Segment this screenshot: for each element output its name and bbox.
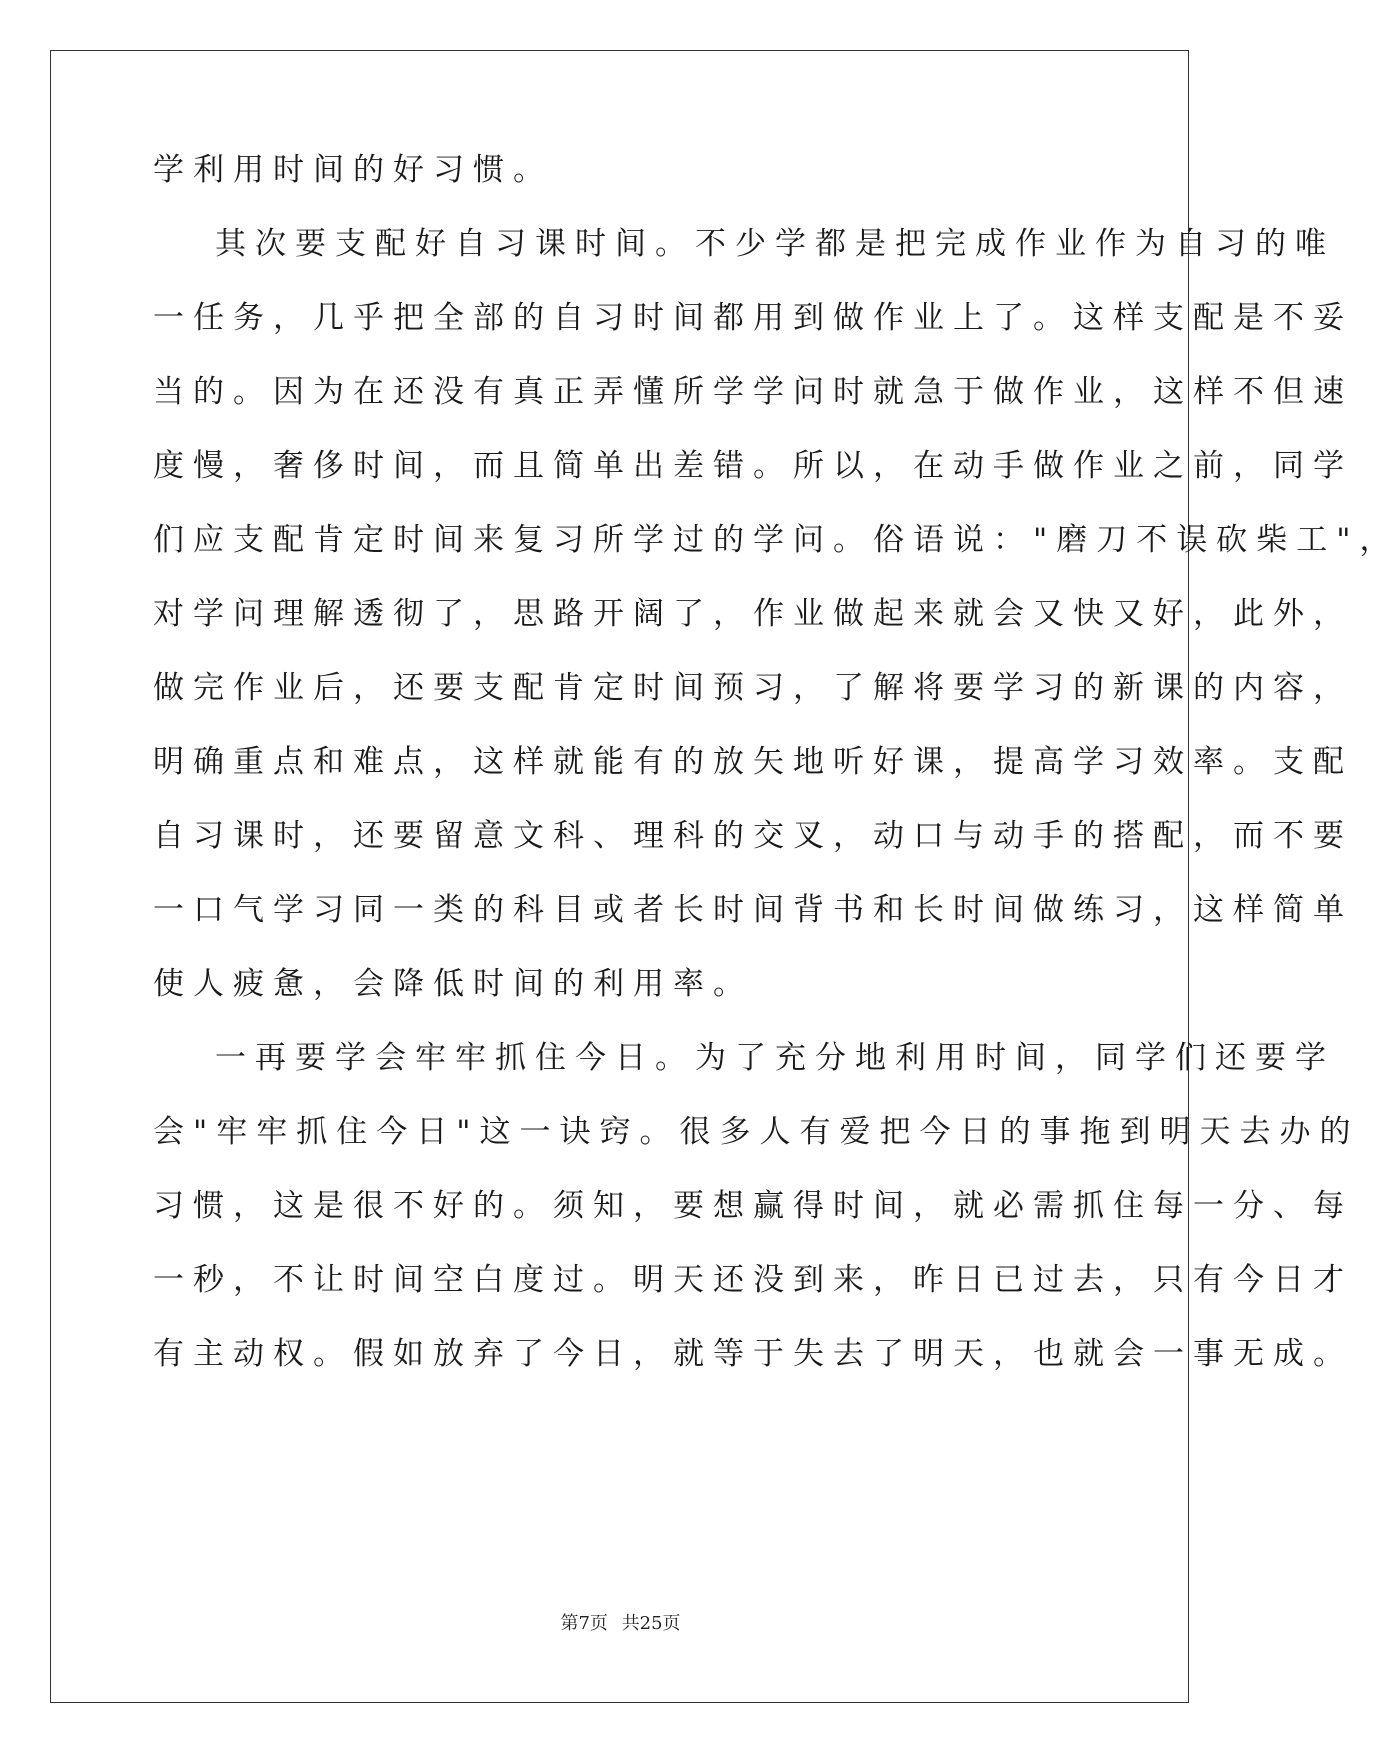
- text-line: 使人疲惫，会降低时间的利用率。: [153, 966, 753, 1002]
- paragraph-start-line: 一再要学会牢牢抓住今日。为了充分地利用时间，同学们还要学: [215, 1040, 1335, 1076]
- text-line: 做完作业后，还要支配肯定时间预习，了解将要学习的新课的内容，: [153, 670, 1353, 706]
- text-line: 一秒，不让时间空白度过。明天还没到来，昨日已过去，只有今日才: [153, 1262, 1353, 1298]
- text-line: 习惯，这是很不好的。须知，要想赢得时间，就必需抓住每一分、每: [153, 1188, 1353, 1224]
- text-line: 明确重点和难点，这样就能有的放矢地听好课，提高学习效率。支配: [153, 744, 1353, 780]
- text-line: 有主动权。假如放弃了今日，就等于失去了明天，也就会一事无成。: [153, 1336, 1353, 1372]
- total-page-count: 共25页: [621, 1613, 681, 1634]
- text-line: 一口气学习同一类的科目或者长时间背书和长时间做练习，这样简单: [153, 892, 1353, 928]
- paragraph-start-line: 其次要支配好自习课时间。不少学都是把完成作业作为自习的唯: [215, 226, 1335, 262]
- text-line: 们应支配肯定时间来复习所学过的学问。俗语说："磨刀不误砍柴工"，: [153, 522, 1400, 558]
- text-line: 一任务，几乎把全部的自习时间都用到做作业上了。这样支配是不妥: [153, 300, 1353, 336]
- text-line: 学利用时间的好习惯。: [153, 152, 553, 188]
- text-line: 度慢，奢侈时间，而且简单出差错。所以，在动手做作业之前，同学: [153, 448, 1353, 484]
- text-line: 会"牢牢抓住今日"这一诀窍。很多人有爱把今日的事拖到明天去办的: [153, 1114, 1360, 1150]
- current-page-number: 第7页: [560, 1613, 608, 1634]
- page-footer: [0, 1609, 1241, 1635]
- text-line: 自习课时，还要留意文科、理科的交叉，动口与动手的搭配，而不要: [153, 818, 1353, 854]
- text-line: 对学问理解透彻了，思路开阔了，作业做起来就会又快又好，此外，: [153, 596, 1353, 632]
- text-line: 当的。因为在还没有真正弄懂所学学问时就急于做作业，这样不但速: [153, 374, 1353, 410]
